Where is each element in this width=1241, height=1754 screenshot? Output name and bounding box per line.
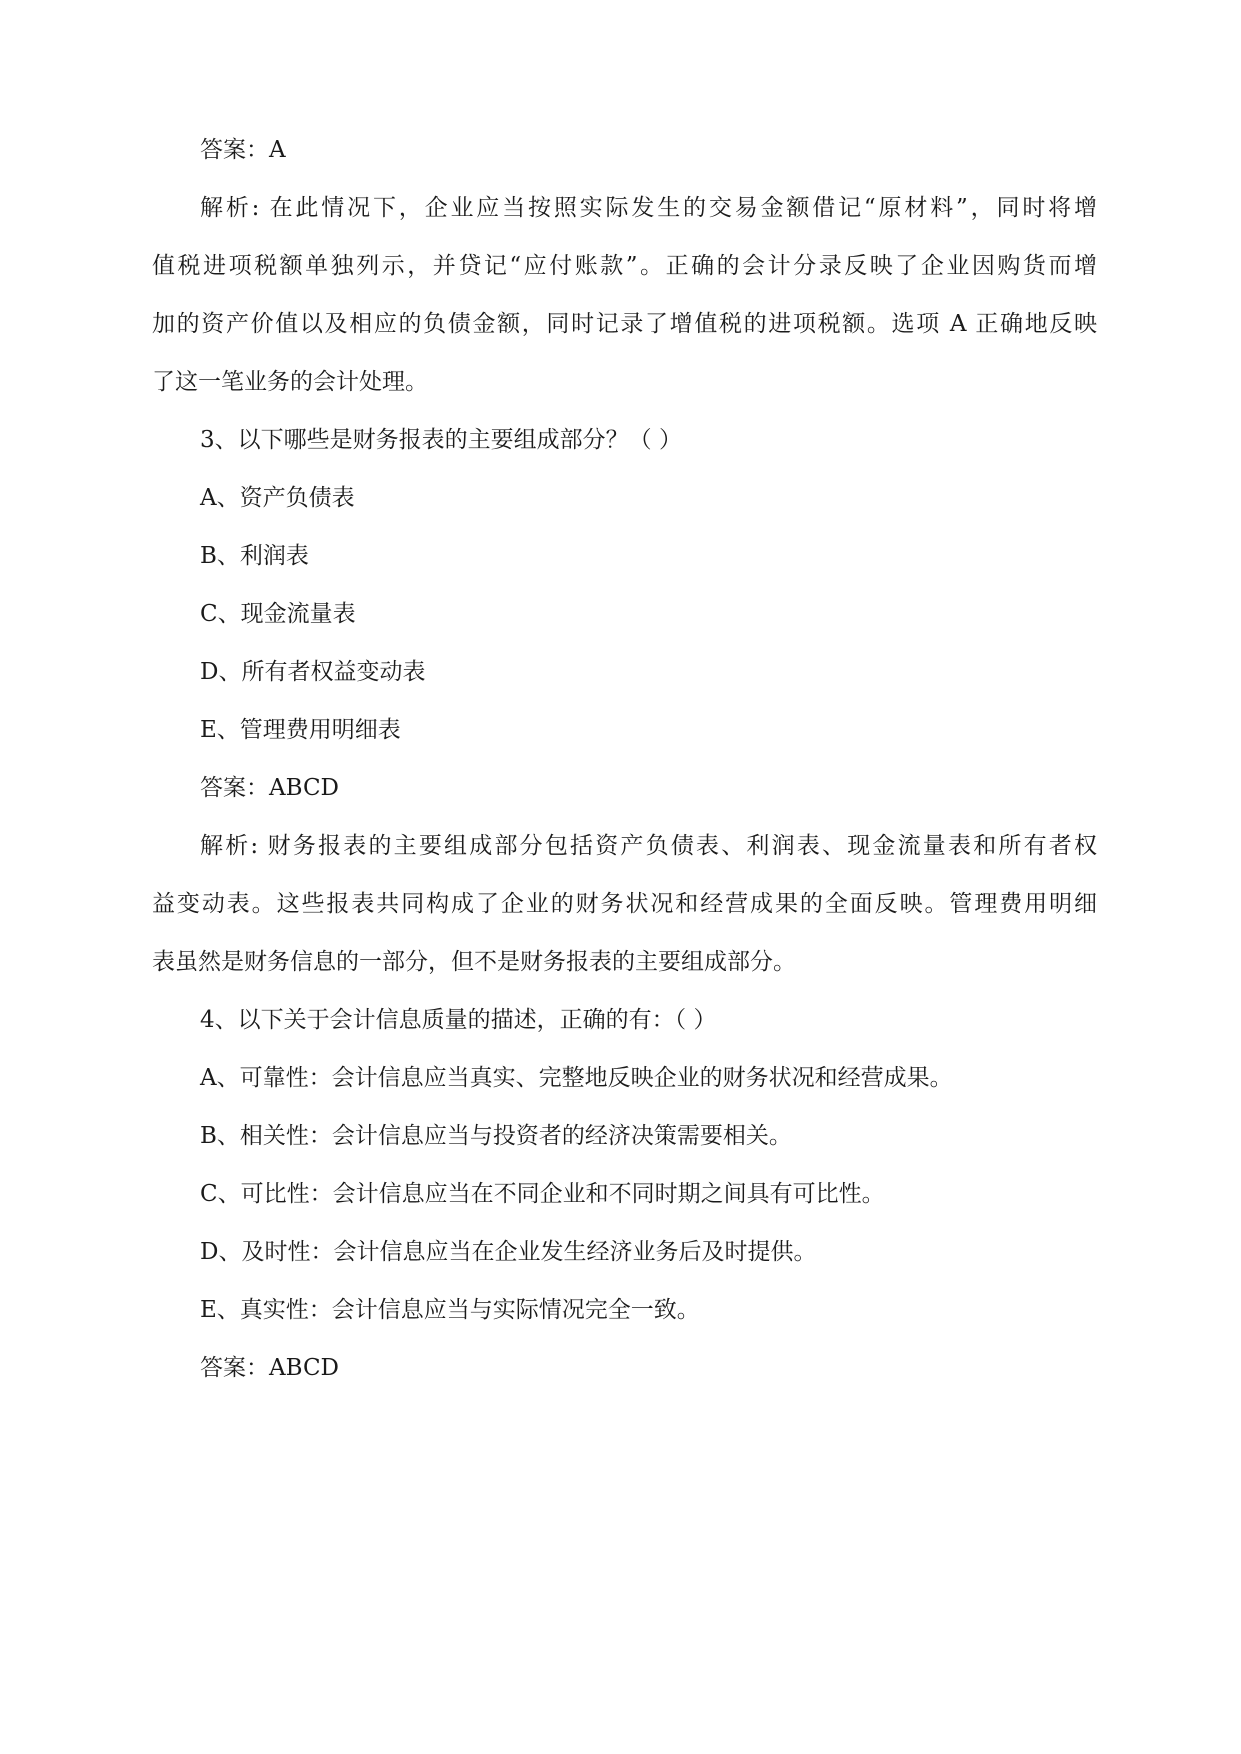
q3-option-a: A、资产负债表 [200,485,355,511]
q3-option-c: C、现金流量表 [200,601,356,627]
q3-option-b: B、利润表 [200,543,309,569]
q3-option-d: D、所有者权益变动表 [200,659,426,685]
q3-answer: 答案：ABCD [200,775,339,801]
q3-question: 3、以下哪些是财务报表的主要组成部分？（ ） [200,427,682,453]
q3-explanation-line-2: 益变动表。这些报表共同构成了企业的财务状况和经营成果的全面反映。管理费用明细 [152,891,1097,917]
q4-answer: 答案：ABCD [200,1355,339,1381]
q3-option-e: E、管理费用明细表 [200,717,401,743]
q4-option-a: A、可靠性：会计信息应当真实、完整地反映企业的财务状况和经营成果。 [200,1065,953,1091]
q4-option-e: E、真实性：会计信息应当与实际情况完全一致。 [200,1297,700,1323]
q4-question: 4、以下关于会计信息质量的描述，正确的有：（ ） [200,1007,717,1033]
q2-answer: 答案：A [200,137,286,163]
q3-explanation-line-3: 表虽然是财务信息的一部分，但不是财务报表的主要组成部分。 [152,949,796,975]
q2-explanation-line-3: 加的资产价值以及相应的负债金额，同时记录了增值税的进项税额。选项 A 正确地反映 [152,311,1097,337]
q2-explanation-line-4: 了这一笔业务的会计处理。 [152,369,428,395]
q4-option-c: C、可比性：会计信息应当在不同企业和不同时期之间具有可比性。 [200,1181,885,1207]
q3-explanation-line-1: 解析: 财务报表的主要组成部分包括资产负债表、利润表、现金流量表和所有者权 [200,833,1097,859]
q4-option-b: B、相关性：会计信息应当与投资者的经济决策需要相关。 [200,1123,792,1149]
q2-explanation-line-2: 值税进项税额单独列示，并贷记“应付账款”。正确的会计分录反映了企业因购货而增 [152,253,1097,279]
q2-explanation-line-1: 解析: 在此情况下，企业应当按照实际发生的交易金额借记“原材料”，同时将增 [200,195,1097,221]
q4-option-d: D、及时性：会计信息应当在企业发生经济业务后及时提供。 [200,1239,817,1265]
